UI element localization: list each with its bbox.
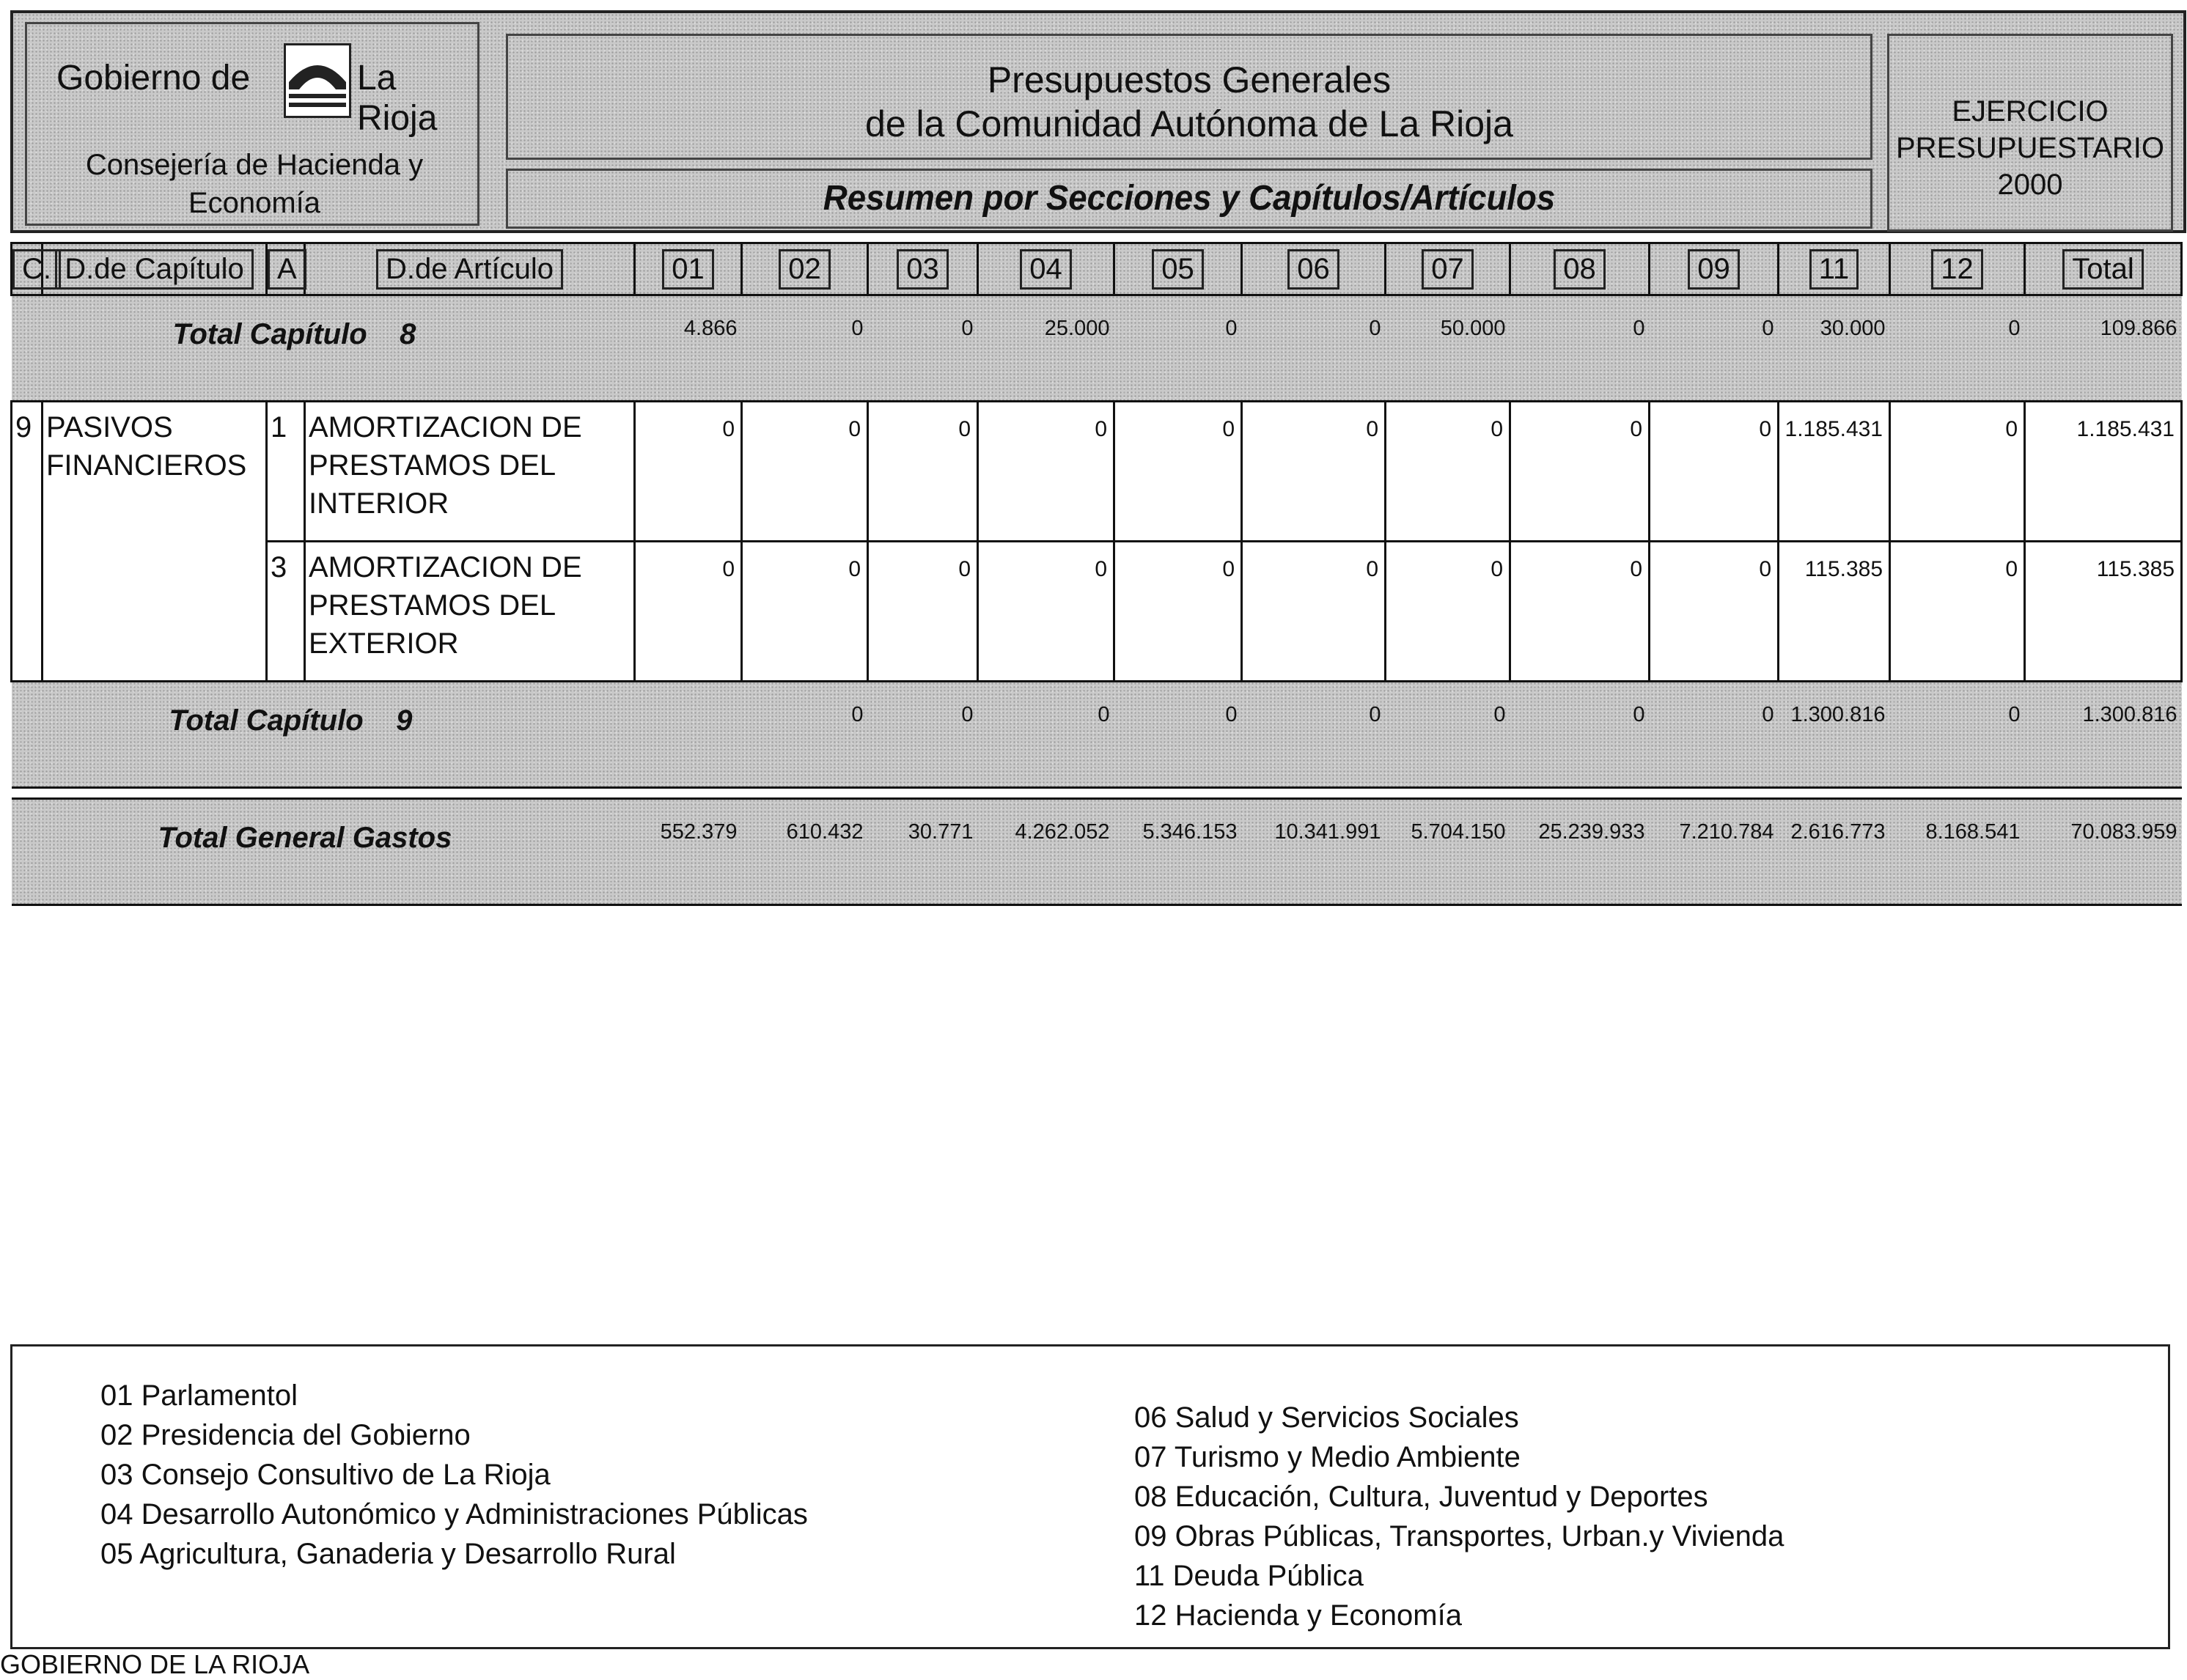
table-cell: 4.262.052	[978, 799, 1114, 905]
table-cell: 0	[742, 402, 868, 542]
gov-prefix: Gobierno de	[56, 59, 251, 97]
table-cell: 50.000	[1386, 295, 1510, 402]
legend-column-left	[100, 1376, 808, 1574]
table-cell: 0	[1114, 295, 1242, 402]
ejercicio-block	[1887, 34, 2173, 232]
legend-item: 05 Agricultura, Ganaderia y Desarrollo Rural	[100, 1538, 676, 1570]
table-spacer	[12, 788, 2182, 799]
table-cell: 0	[1650, 295, 1779, 402]
table-cell: 0	[1242, 542, 1386, 682]
table-cell: 30.000	[1779, 295, 1890, 402]
table-cell: 0	[1114, 542, 1242, 682]
gov-region: La Rioja	[357, 59, 438, 138]
legend-item: 11 Deuda Pública	[1134, 1560, 1364, 1592]
col-header-08: 08	[1510, 243, 1650, 295]
col-header-03: 03	[868, 243, 978, 295]
title-line1: Presupuestos Generales	[987, 59, 1392, 100]
table-cell: 0	[978, 682, 1114, 788]
table-cell: 0	[1114, 402, 1242, 542]
table-cell: 70.083.959	[2025, 799, 2182, 905]
table-row	[12, 542, 2182, 682]
table-cell: 0	[1510, 402, 1650, 542]
table-cell: 0	[1510, 542, 1650, 682]
table-cell: 552.379	[635, 799, 742, 905]
legend-item: 02 Presidencia del Gobierno	[100, 1419, 471, 1451]
capitulo-name: PASIVOS FINANCIEROS	[43, 402, 267, 682]
total-capitulo-number: 8	[400, 318, 416, 350]
table-cell: 1.300.816	[2025, 682, 2182, 788]
table-cell: 0	[742, 682, 868, 788]
col-header-02: 02	[742, 243, 868, 295]
table-cell: 0	[868, 682, 978, 788]
legend-item: 07 Turismo y Medio Ambiente	[1134, 1441, 1521, 1473]
table-cell: 2.616.773	[1779, 799, 1890, 905]
col-header-09: 09	[1650, 243, 1779, 295]
legend-item: 04 Desarrollo Autonómico y Administraciones Públicas	[100, 1498, 808, 1530]
table-cell: 25.239.933	[1510, 799, 1650, 905]
table-cell: 109.866	[2025, 295, 2182, 402]
consejeria-name	[56, 146, 452, 222]
document-title	[506, 34, 1872, 160]
table-cell: 0	[742, 542, 868, 682]
legend-item: 12 Hacienda y Economía	[1134, 1599, 1462, 1632]
total-general-label: Total General Gastos	[12, 799, 635, 905]
table-cell: 0	[1890, 295, 2025, 402]
legend-item: 01 Parlamentol	[100, 1379, 298, 1412]
legend-item: 06 Salud y Servicios Sociales	[1134, 1401, 1519, 1434]
col-header-01: 01	[635, 243, 742, 295]
table-cell: 610.432	[742, 799, 868, 905]
table-cell: 0	[978, 542, 1114, 682]
legend-column-right	[1134, 1398, 1784, 1635]
table-cell: 5.346.153	[1114, 799, 1242, 905]
total-capitulo-9-row	[12, 682, 2182, 788]
total-capitulo-number: 9	[396, 704, 413, 737]
ejercicio-line2: PRESUPUESTARIO	[1896, 132, 2164, 164]
table-cell: 8.168.541	[1890, 799, 2025, 905]
table-cell: 115.385	[1779, 542, 1890, 682]
articulo-code: 1	[267, 402, 305, 542]
col-header-05: 05	[1114, 243, 1242, 295]
ejercicio-line1: EJERCICIO	[1952, 95, 2109, 128]
legend-item: 09 Obras Públicas, Transportes, Urban.y Vivienda	[1134, 1520, 1784, 1552]
document-header	[10, 10, 2186, 233]
table-cell: 0	[1242, 682, 1386, 788]
total-capitulo-label: Total Capítulo 8	[12, 295, 635, 402]
table-cell: 0	[868, 402, 978, 542]
title-line2: de la Comunidad Autónoma de La Rioja	[865, 103, 1513, 144]
table-cell: 0	[1890, 542, 2025, 682]
total-capitulo-label: Total Capítulo 9	[12, 682, 635, 788]
table-cell: 25.000	[978, 295, 1114, 402]
table-cell: 0	[635, 402, 742, 542]
subtitle-text: Resumen por Secciones y Capítulos/Artículos	[823, 179, 1556, 218]
table-cell: 0	[1510, 295, 1650, 402]
table-cell: 0	[1890, 682, 2025, 788]
articulo-name: AMORTIZACION DE PRESTAMOS DEL EXTERIOR	[305, 542, 635, 682]
section-legend	[10, 1344, 2170, 1649]
table-cell: 7.210.784	[1650, 799, 1779, 905]
table-cell: 1.185.431	[1779, 402, 1890, 542]
table-row	[12, 402, 2182, 542]
table-cell: 1.300.816	[1779, 682, 1890, 788]
total-capitulo-8-row	[12, 295, 2182, 402]
col-header-11: 11	[1779, 243, 1890, 295]
table-cell: 0	[1242, 402, 1386, 542]
table-cell: 0	[868, 542, 978, 682]
table-cell: 0	[1890, 402, 2025, 542]
budget-summary-table	[10, 242, 2183, 906]
table-cell	[635, 682, 742, 788]
col-header-06: 06	[1242, 243, 1386, 295]
consejeria-line1: Consejería de Hacienda y	[85, 149, 424, 181]
table-cell: 0	[742, 295, 868, 402]
col-header-12: 12	[1890, 243, 2025, 295]
table-cell: 0	[978, 402, 1114, 542]
legend-item: 08 Educación, Cultura, Juventud y Deportes	[1134, 1481, 1708, 1513]
col-header-a: A	[267, 243, 305, 295]
table-cell: 0	[1650, 402, 1779, 542]
logo-block	[25, 22, 479, 226]
col-header-total: Total	[2025, 243, 2182, 295]
table-cell: 0	[1650, 682, 1779, 788]
articulo-name: AMORTIZACION DE PRESTAMOS DEL INTERIOR	[305, 402, 635, 542]
legend-item: 03 Consejo Consultivo de La Rioja	[100, 1459, 551, 1491]
col-header-04: 04	[978, 243, 1114, 295]
col-header-d-articulo: D.de Artículo	[305, 243, 635, 295]
table-cell: 0	[635, 542, 742, 682]
col-header-d-capitulo: D.de Capítulo	[43, 243, 267, 295]
table-cell: 0	[1386, 542, 1510, 682]
table-cell: 0	[1386, 682, 1510, 788]
footer-text: GOBIERNO DE LA RIOJA	[0, 1649, 310, 1679]
table-cell: 0	[1510, 682, 1650, 788]
table-cell: 0	[1650, 542, 1779, 682]
ejercicio-year: 2000	[1997, 169, 2063, 201]
table-cell: 30.771	[868, 799, 978, 905]
consejeria-line2: Economía	[188, 187, 321, 219]
table-cell: 115.385	[2025, 542, 2182, 682]
total-general-row	[12, 799, 2182, 905]
col-header-c: C.	[12, 243, 43, 295]
table-header-row	[12, 243, 2182, 295]
table-cell: 1.185.431	[2025, 402, 2182, 542]
table-cell: 0	[1386, 402, 1510, 542]
table-cell: 5.704.150	[1386, 799, 1510, 905]
la-rioja-emblem-icon	[284, 43, 351, 118]
table-cell: 0	[1114, 682, 1242, 788]
articulo-code: 3	[267, 542, 305, 682]
col-header-07: 07	[1386, 243, 1510, 295]
document-subtitle	[506, 169, 1872, 229]
table-cell: 0	[868, 295, 978, 402]
capitulo-code: 9	[12, 402, 43, 682]
table-cell: 10.341.991	[1242, 799, 1386, 905]
table-cell: 0	[1242, 295, 1386, 402]
table-cell: 4.866	[635, 295, 742, 402]
